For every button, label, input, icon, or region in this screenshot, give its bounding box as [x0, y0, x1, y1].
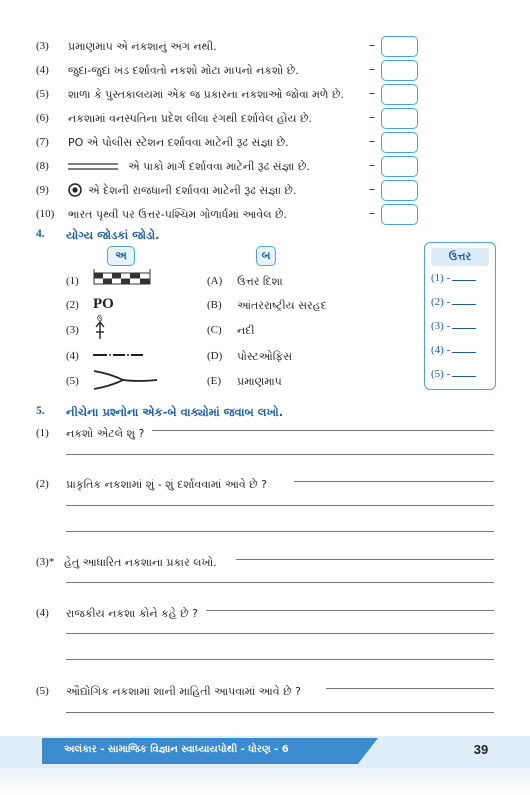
match-right-text: પ્રમાણમાપ — [237, 375, 282, 388]
question-number: (4) — [36, 607, 49, 619]
answer-box[interactable] — [381, 180, 418, 201]
statement-row — [36, 108, 420, 130]
statement-row — [36, 204, 420, 226]
match-left-number: (4) — [66, 350, 79, 362]
statement-number: (5) — [36, 88, 49, 100]
match-right-number: (C) — [207, 324, 222, 336]
question-text: ઔદ્યોગિક નકશામાં શાની માહિતી આપવામાં આવે છે ? — [66, 685, 301, 698]
statement-number: (6) — [36, 112, 49, 124]
section-title: નીચેના પ્રશ્નોના એક-બે વાક્યોમાં જવાબ લખો. — [66, 405, 284, 419]
column-b-label: બ — [256, 246, 276, 266]
match-right-text: નદી — [237, 324, 255, 337]
answer-line[interactable] — [152, 430, 494, 431]
column-a-label: અ — [107, 246, 135, 266]
page-number: 39 — [473, 742, 489, 757]
match-right-number: (E) — [207, 375, 222, 387]
answer-line[interactable] — [66, 505, 494, 506]
match-right-number: (B) — [207, 299, 222, 311]
statement-row — [36, 36, 420, 58]
north-arrow-icon — [93, 314, 107, 340]
section-number: 5. — [36, 405, 45, 417]
answer-box[interactable] — [381, 204, 418, 225]
international-border-icon — [93, 350, 145, 360]
question-number: (3)* — [36, 556, 55, 568]
answer-line[interactable] — [326, 688, 494, 689]
answer-slot-label: (2) - — [431, 296, 451, 308]
answer-dash: – — [369, 182, 375, 196]
match-right-text: આંતરરાષ્ટ્રીય સરહદ — [237, 299, 327, 312]
answer-box[interactable] — [381, 84, 418, 105]
answer-line[interactable] — [206, 610, 494, 611]
footer-wave — [0, 768, 530, 795]
question-text: હેતુ આધારિત નકશાના પ્રકાર લખો. — [64, 556, 217, 569]
footer-title: અલંકાર - સામાજિક વિજ્ઞાન સ્વાધ્યાયપોથી - ધોરણ - 6 — [64, 744, 289, 755]
answer-box[interactable] — [381, 132, 418, 153]
statement-text: ભારત પૃથ્વી પર ઉત્તર-પશ્ચિમ ગોળાર્ધમાં આવેલ છે. — [68, 208, 288, 221]
answer-box[interactable] — [381, 36, 418, 57]
statement-row — [36, 84, 420, 106]
question-text: રાજકીય નકશા કોને કહે છે ? — [66, 607, 198, 620]
section-title: યોગ્ય જોડકાં જોડો. — [66, 228, 160, 242]
answer-slot-label: (3) - — [431, 320, 451, 332]
answer-line[interactable] — [66, 712, 494, 713]
statement-number: (8) — [36, 160, 49, 172]
answer-box[interactable] — [381, 60, 418, 81]
statement-row — [36, 156, 420, 178]
statement-number: (4) — [36, 64, 49, 76]
answer-slot[interactable] — [431, 368, 476, 380]
answer-slot-label: (4) - — [431, 344, 451, 356]
match-right-text: ઉત્તર દિશા — [237, 275, 283, 288]
answer-dash: – — [369, 86, 375, 100]
answer-slot[interactable] — [431, 320, 476, 332]
statement-text: એ પાકો માર્ગ દર્શાવવા માટેની રૂઢ સંજ્ઞા છે. — [128, 160, 310, 173]
match-right-text: પોસ્ટઓફિસ — [237, 350, 292, 363]
answer-dash: – — [369, 38, 375, 52]
answer-dash: – — [369, 158, 375, 172]
statement-row — [36, 60, 420, 82]
statement-number: (9) — [36, 184, 49, 196]
answer-line[interactable] — [66, 659, 494, 660]
answer-dash: – — [369, 206, 375, 220]
answer-line[interactable] — [236, 559, 494, 560]
answer-line[interactable] — [66, 582, 494, 583]
answer-line[interactable] — [66, 531, 494, 532]
match-left-number: (3) — [66, 324, 79, 336]
answer-heading: ઉત્તર — [431, 248, 489, 266]
match-left-number: (1) — [66, 275, 79, 287]
answer-slot[interactable] — [431, 296, 476, 308]
answer-line[interactable] — [66, 633, 494, 634]
statement-number: (10) — [36, 208, 55, 220]
river-icon — [93, 368, 159, 390]
double-road-icon — [68, 162, 120, 172]
statement-text: જુદાં-જુદાં ખંડ દર્શાવતો નકશો મોટા માપનો નકશો છે. — [68, 64, 299, 77]
answer-box[interactable] — [381, 108, 418, 129]
statement-text: એ દેશની રાજધાની દર્શાવવા માટેની રૂઢ સંજ્ઞા છે. — [88, 184, 297, 197]
answer-dash: – — [369, 134, 375, 148]
statement-text: શાળા કે પુસ્તકાલયમાં એક જ પ્રકારના નકશાઓ જોવા મળે છે. — [68, 88, 344, 101]
match-left-number: (2) — [66, 299, 79, 311]
question-number: (5) — [36, 685, 49, 697]
answer-slot[interactable] — [431, 272, 476, 284]
answer-line[interactable] — [294, 481, 494, 482]
match-left-number: (5) — [66, 375, 79, 387]
section-number: 4. — [36, 228, 45, 240]
question-number: (2) — [36, 478, 49, 490]
answer-box[interactable] — [381, 156, 418, 177]
statement-text: PO એ પોલીસ સ્ટેશન દર્શાવવા માટેની રૂઢ સંજ્ઞા છે. — [68, 136, 289, 149]
statement-row — [36, 180, 420, 202]
scale-bar-icon — [93, 268, 151, 286]
post-office-symbol: PO — [93, 296, 114, 312]
statement-row — [36, 132, 420, 154]
svg-text:ઉ: ઉ — [97, 315, 103, 323]
answer-line[interactable] — [66, 454, 494, 455]
answer-slot-label: (1) - — [431, 272, 451, 284]
statement-number: (3) — [36, 40, 49, 52]
answer-dash: – — [369, 62, 375, 76]
statement-text: નકશામાં વનસ્પતિના પ્રદેશ લીલા રંગથી દર્શાવેલ હોય છે. — [68, 112, 312, 125]
statement-text: પ્રમાણમાપ એ નકશાનું અંગ નથી. — [68, 40, 217, 53]
match-right-number: (D) — [207, 350, 223, 362]
question-number: (1) — [36, 427, 49, 439]
match-right-number: (A) — [207, 275, 223, 287]
answer-slot[interactable] — [431, 344, 476, 356]
capital-symbol-icon — [68, 183, 82, 197]
answer-slot-label: (5) - — [431, 368, 451, 380]
answer-panel — [424, 242, 496, 390]
statement-number: (7) — [36, 136, 49, 148]
answer-dash: – — [369, 110, 375, 124]
question-text: નકશો એટલે શું ? — [66, 427, 145, 440]
question-text: પ્રાકૃતિક નકશામાં શું - શું દર્શાવવામાં આવે છે ? — [66, 478, 268, 491]
